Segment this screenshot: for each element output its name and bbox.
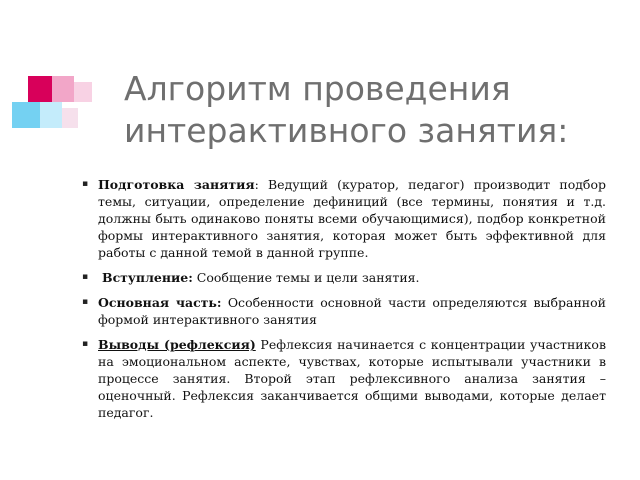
slide-content [82, 176, 606, 429]
deco-square-lightpink [74, 82, 92, 102]
bullet-icon: ▪ [82, 297, 89, 307]
deco-square-pink [52, 76, 74, 102]
list-item-conclusions [82, 336, 606, 421]
bullet-icon: ▪ [82, 272, 89, 282]
deco-square-lightcyan [40, 102, 62, 128]
deco-square-cyan [12, 102, 40, 128]
bullet-icon: ▪ [82, 179, 89, 189]
decorative-squares [0, 68, 110, 148]
item-text: Особенности основной части определяются выбранной формой интерактивного занятия [98, 295, 606, 327]
bullet-icon: ▪ [82, 339, 89, 349]
list-item-main-part [82, 294, 606, 328]
item-heading: Выводы (рефлексия) [98, 337, 256, 352]
slide-title: Алгоритм проведения интерактивного занятия: [124, 69, 569, 150]
item-heading: Подготовка занятия [98, 177, 255, 192]
item-text: Рефлексия начинается с концентрации участников на эмоциональном аспекте, чувствах, которые испытывали участники в процессе занятия. Второй этап рефлексивного анализа занятия – оценочный. Рефлексия заканчивается общими выводами, которые делает педагог. [98, 337, 606, 420]
list-item-preparation [82, 176, 606, 261]
deco-square-pale [62, 108, 78, 128]
list-item-introduction [82, 269, 606, 286]
item-text: : Ведущий (куратор, педагог) производит подбор темы, ситуации, определение дефиниций (все термины, понятия и т.д. должны быть одинаково поняты всеми обучающимися), подбор конкретной формы интерактивного занятия, которая может быть эффективной для работы с данной темой в данной группе. [98, 177, 606, 260]
item-heading: Основная часть: [98, 295, 222, 310]
deco-square-magenta [28, 76, 52, 102]
item-heading: Вступление: [102, 270, 193, 285]
item-text: Сообщение темы и цели занятия. [192, 270, 420, 285]
bullet-list [82, 176, 606, 421]
